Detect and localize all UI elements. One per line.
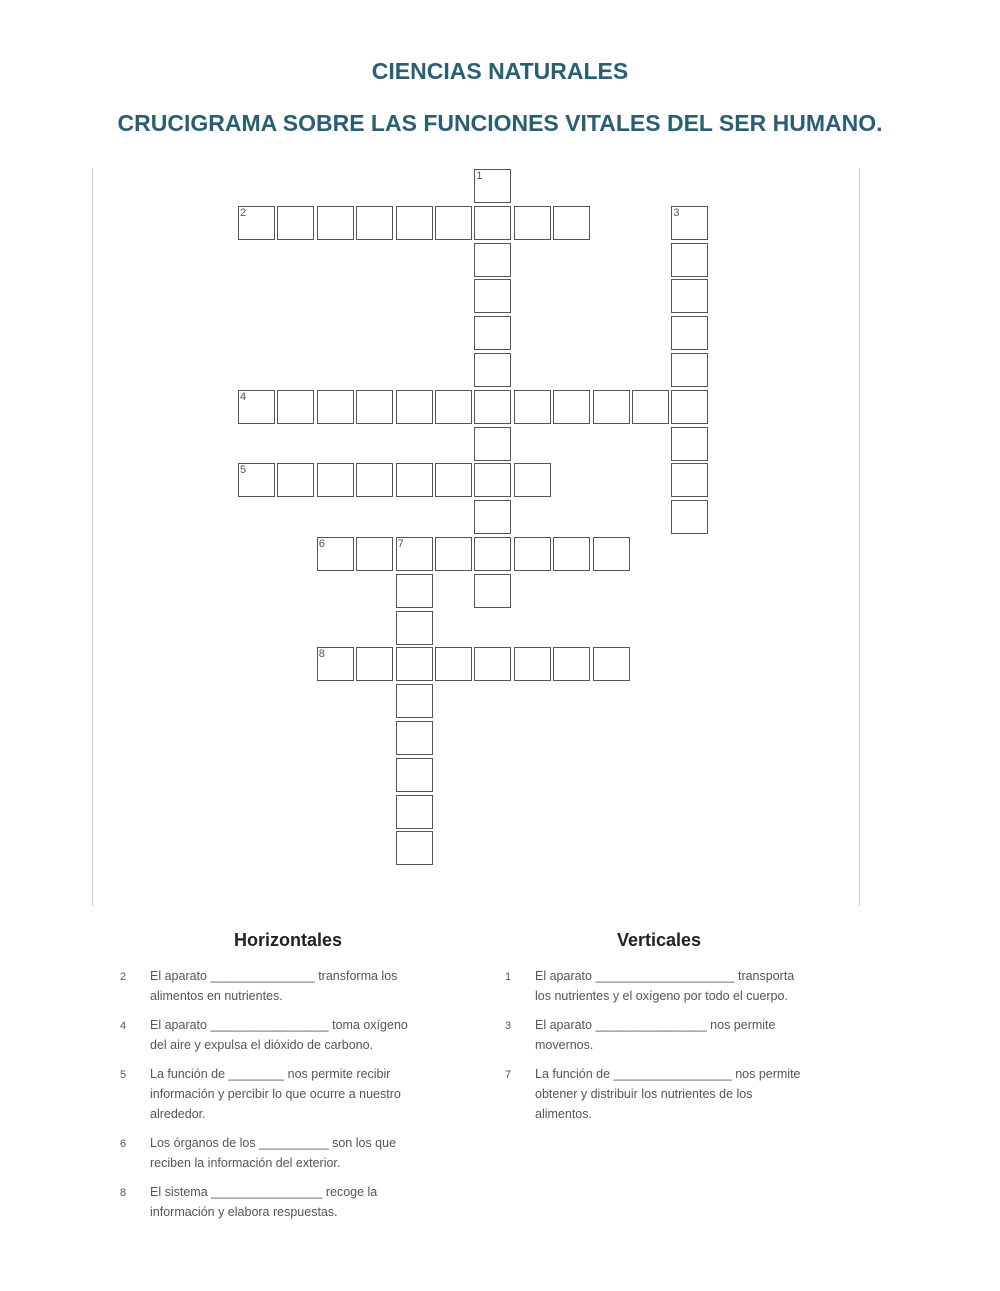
clue-line: alimentos en nutrientes. [150, 989, 283, 1003]
crossword-cell[interactable] [514, 647, 551, 681]
crossword-cell[interactable] [435, 463, 472, 497]
crossword-cell[interactable] [553, 206, 590, 240]
clue-line: información y percibir lo que ocurre a nuestro [150, 1087, 401, 1101]
crossword-cell[interactable] [356, 647, 393, 681]
crossword-cell[interactable] [396, 684, 433, 718]
crossword-cell[interactable] [514, 206, 551, 240]
clue-line: El aparato ____________________ transporta [535, 969, 795, 983]
clue-line: El sistema ________________ recoge la [150, 1185, 378, 1199]
crossword-cell[interactable] [474, 353, 511, 387]
clue-text [150, 1064, 401, 1124]
crossword-cell[interactable] [593, 390, 630, 424]
clue-line: La función de ________ nos permite recibir [150, 1067, 391, 1081]
crossword-cell[interactable] [671, 316, 708, 350]
crossword-cell[interactable] [474, 574, 511, 608]
clue-line: movernos. [535, 1038, 594, 1052]
clue-text [150, 1015, 408, 1055]
crossword-cell[interactable] [514, 537, 551, 571]
crossword-cell[interactable] [396, 611, 433, 645]
clue-number: 7 [505, 1069, 512, 1081]
crossword-cell[interactable] [356, 206, 393, 240]
crossword-cell[interactable] [474, 206, 511, 240]
crossword-cell[interactable] [317, 390, 354, 424]
crossword-cell[interactable] [277, 390, 314, 424]
crossword-cell[interactable] [356, 390, 393, 424]
clue-number: 1 [476, 170, 483, 182]
crossword-cell[interactable] [474, 463, 511, 497]
clue-line: alimentos. [535, 1107, 592, 1121]
clue-number: 8 [120, 1187, 127, 1199]
crossword-cell[interactable] [671, 279, 708, 313]
crossword-cell[interactable] [474, 243, 511, 277]
clue-number: 6 [318, 538, 325, 550]
crossword-cell[interactable] [593, 537, 630, 571]
crossword-cell[interactable] [277, 206, 314, 240]
clue-line: los nutrientes y el oxígeno por todo el cuerpo. [535, 989, 788, 1003]
clue-text [535, 1064, 801, 1124]
crossword-cell[interactable] [238, 206, 275, 240]
crossword-cell[interactable] [356, 463, 393, 497]
clue-number: 4 [120, 1020, 127, 1032]
clue-line: del aire y expulsa el dióxido de carbono. [150, 1038, 374, 1052]
crossword-cell[interactable] [553, 537, 590, 571]
horizontal-clues-heading: Horizontales [233, 930, 343, 950]
crossword-cell[interactable] [474, 427, 511, 461]
crossword-cell[interactable] [435, 390, 472, 424]
crossword-cell[interactable] [356, 537, 393, 571]
crossword-cell[interactable] [474, 390, 511, 424]
crossword-cell[interactable] [474, 500, 511, 534]
crossword-cell[interactable] [514, 463, 551, 497]
clue-line: El aparato ________________ nos permite [535, 1018, 776, 1032]
crossword-cell[interactable] [474, 279, 511, 313]
crossword-cell[interactable] [435, 206, 472, 240]
crossword-cell[interactable] [396, 721, 433, 755]
crossword-cell[interactable] [671, 390, 708, 424]
clue-number: 4 [240, 390, 247, 403]
crossword-cell[interactable] [593, 647, 630, 681]
crossword-cell[interactable] [317, 463, 354, 497]
clue-text [150, 1182, 377, 1222]
crossword-cell[interactable] [317, 647, 354, 681]
crossword-cell[interactable] [474, 647, 511, 681]
clue-number: 2 [120, 971, 127, 983]
clue-line: reciben la información del exterior. [150, 1156, 341, 1170]
clue-number: 5 [120, 1069, 127, 1081]
crossword-cell[interactable] [396, 463, 433, 497]
crossword-cell[interactable] [238, 463, 275, 497]
crossword-cell[interactable] [474, 316, 511, 350]
crossword-cell[interactable] [474, 169, 511, 203]
clue-line: El aparato _________________ toma oxígeno [150, 1018, 408, 1032]
clue-text [150, 1133, 396, 1173]
crossword-cell[interactable] [317, 206, 354, 240]
clue-line: La función de _________________ nos permite [535, 1067, 801, 1081]
crossword-cell[interactable] [396, 537, 433, 571]
page-title: CIENCIAS NATURALES [371, 58, 629, 84]
crossword-cell[interactable] [396, 795, 433, 829]
crossword-cell[interactable] [553, 647, 590, 681]
clue-number: 8 [318, 648, 325, 661]
crossword-cell[interactable] [396, 574, 433, 608]
clue-number: 2 [240, 206, 247, 219]
clue-text [535, 1015, 775, 1055]
crossword-cell[interactable] [474, 537, 511, 571]
clue-number: 1 [505, 971, 512, 983]
crossword-cell[interactable] [396, 390, 433, 424]
crossword-cell[interactable] [514, 390, 551, 424]
crossword-cell[interactable] [396, 647, 433, 681]
crossword-cell[interactable] [396, 831, 433, 865]
crossword-cell[interactable] [671, 353, 708, 387]
crossword-cell[interactable] [396, 758, 433, 792]
crossword-cell[interactable] [277, 463, 314, 497]
clue-line: información y elabora respuestas. [150, 1205, 338, 1219]
clue-number: 7 [397, 538, 404, 550]
clue-line: obtener y distribuir los nutrientes de los [535, 1087, 753, 1101]
crossword-cell[interactable] [632, 390, 669, 424]
crossword-cell[interactable] [317, 537, 354, 571]
clue-number: 3 [505, 1020, 512, 1032]
clue-number: 6 [120, 1138, 127, 1150]
crossword-cell[interactable] [396, 206, 433, 240]
clue-line: Los órganos de los __________ son los que [150, 1136, 397, 1150]
crossword-cell[interactable] [435, 647, 472, 681]
clue-line: alrededor. [150, 1107, 206, 1121]
clue-text [535, 966, 794, 1006]
page-subtitle: CRUCIGRAMA SOBRE LAS FUNCIONES VITALES DEL SER HUMANO. [117, 110, 883, 136]
crossword-cell[interactable] [671, 427, 708, 461]
crossword-cell[interactable] [671, 206, 708, 240]
crossword-cell[interactable] [671, 463, 708, 497]
crossword-cell[interactable] [238, 390, 275, 424]
vertical-clues-heading: Verticales [616, 930, 702, 950]
clue-number: 3 [673, 206, 680, 219]
crossword-cell[interactable] [671, 243, 708, 277]
crossword-cell[interactable] [435, 537, 472, 571]
clue-text [150, 966, 397, 1006]
clue-number: 5 [240, 464, 247, 477]
clue-line: El aparato _______________ transforma los [150, 969, 398, 983]
crossword-cell[interactable] [671, 500, 708, 534]
crossword-cell[interactable] [553, 390, 590, 424]
